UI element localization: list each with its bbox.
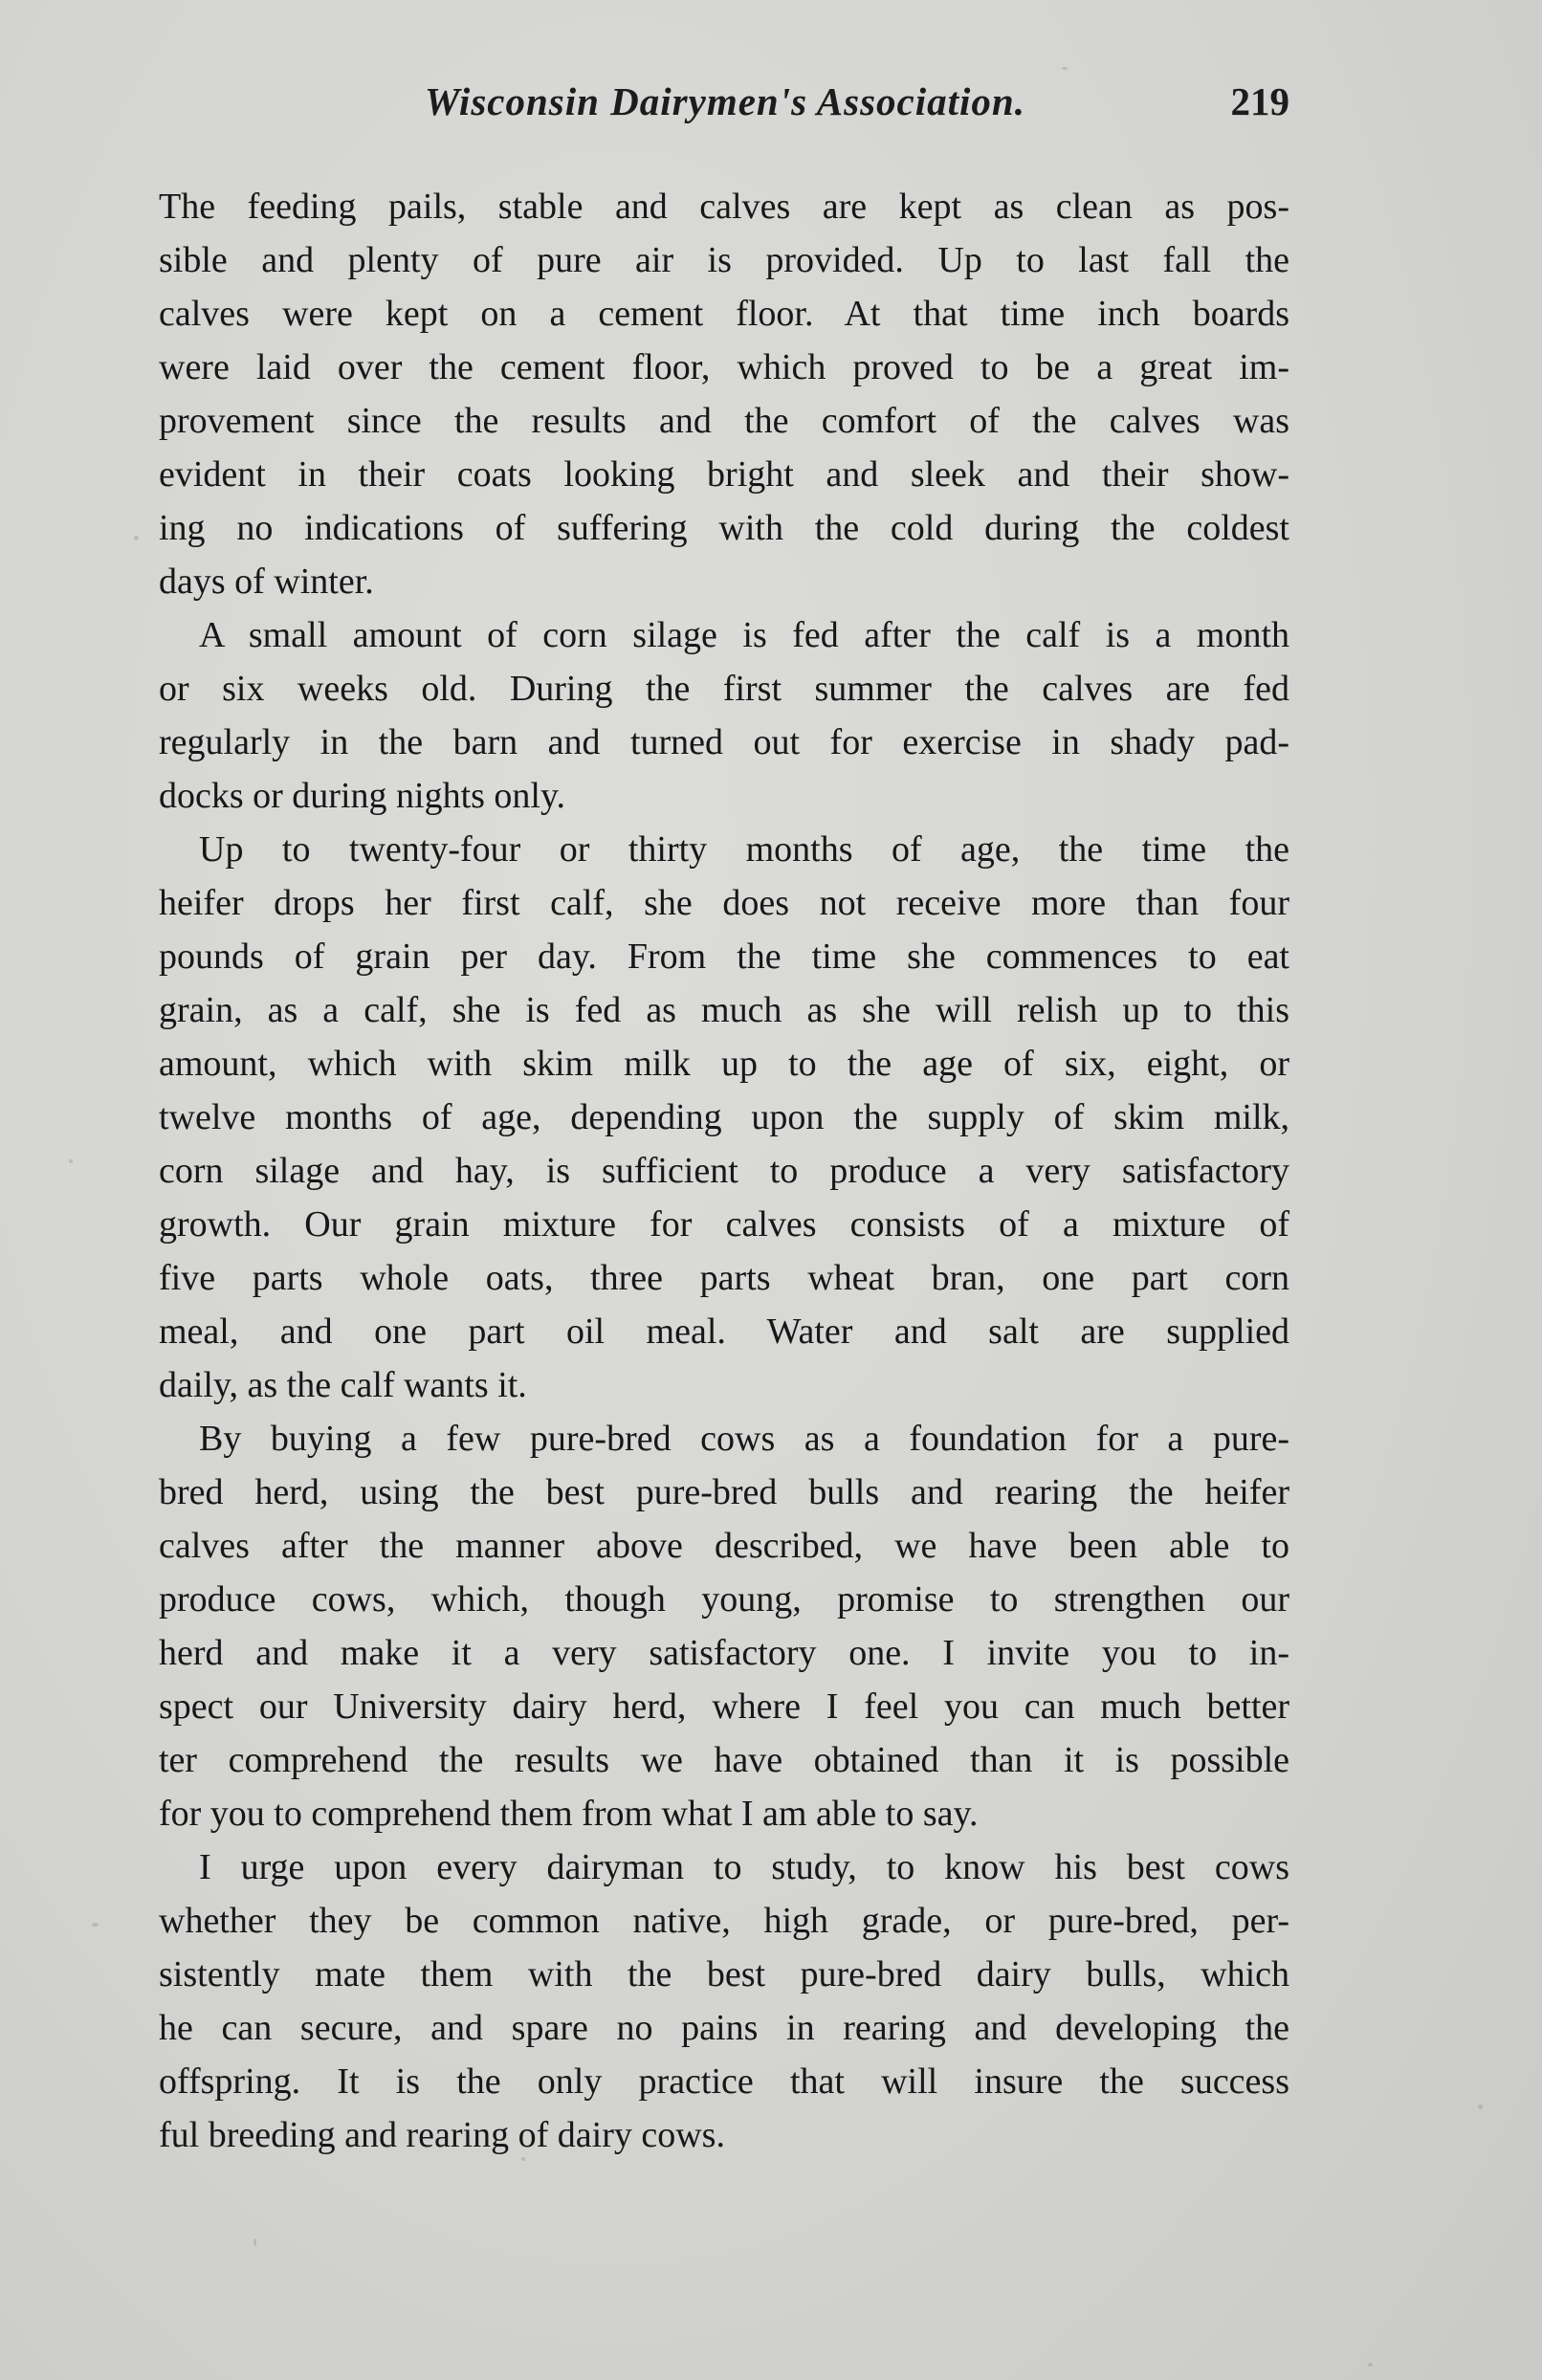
text-line: calves were kept on a cement floor. At that time inch boards xyxy=(159,294,1289,334)
text-line: regularly in the barn and turned out for exercise in shady pad- xyxy=(159,722,1289,762)
page-number: 219 xyxy=(1230,79,1289,123)
scan-speck xyxy=(92,1923,99,1927)
text-line: for you to comprehend them from what I am able to say. xyxy=(159,1794,979,1834)
text-line: growth. Our grain mixture for calves consists of a mixture of xyxy=(159,1204,1289,1245)
text-line: Up to twenty-four or thirty months of age, the time the xyxy=(199,829,1289,870)
paragraph-2 xyxy=(159,608,1289,823)
text-line: I urge upon every dairyman to study, to know his best cows xyxy=(199,1847,1289,1887)
body-text xyxy=(159,180,1289,2162)
scan-speck xyxy=(1062,67,1068,70)
paragraph-4 xyxy=(159,1412,1289,1840)
scan-speck xyxy=(521,2157,525,2161)
text-line: grain, as a calf, she is fed as much as she will relish up to this xyxy=(159,990,1289,1030)
text-line: ful breeding and rearing of dairy cows. xyxy=(159,2115,725,2155)
text-line: provement since the results and the comfort of the calves was xyxy=(159,401,1289,441)
text-line: A small amount of corn silage is fed after the calf is a month xyxy=(199,615,1289,655)
text-line: bred herd, using the best pure-bred bulls and rearing the heifer xyxy=(159,1472,1289,1512)
scan-speck xyxy=(1368,2363,1373,2367)
scan-speck xyxy=(1478,2105,1483,2109)
text-line: evident in their coats looking bright and sleek and their show- xyxy=(159,454,1289,495)
text-line: calves after the manner above described, we have been able to xyxy=(159,1526,1289,1566)
text-line: The feeding pails, stable and calves are kept as clean as pos- xyxy=(159,187,1289,227)
paragraph-3 xyxy=(159,823,1289,1412)
text-line: docks or during nights only. xyxy=(159,776,566,816)
paragraph-5 xyxy=(159,1840,1289,2162)
text-line: amount, which with skim milk up to the age of six, eight, or xyxy=(159,1044,1289,1084)
text-line: or six weeks old. During the first summer the calves are fed xyxy=(159,669,1289,709)
text-line: sible and plenty of pure air is provided. Up to last fall the xyxy=(159,240,1289,280)
running-title: Wisconsin Dairymen's Association. xyxy=(425,79,1025,123)
text-line: sistently mate them with the best pure-bred dairy bulls, which xyxy=(159,1954,1289,1994)
scan-speck xyxy=(69,1159,73,1163)
text-line: twelve months of age, depending upon the supply of skim milk, xyxy=(159,1097,1289,1137)
text-line: produce cows, which, though young, promise to strengthen our xyxy=(159,1579,1289,1620)
text-line: days of winter. xyxy=(159,562,374,602)
text-line: offspring. It is the only practice that will insure the success xyxy=(159,2061,1289,2102)
text-line: whether they be common native, high grade, or pure-bred, per- xyxy=(159,1901,1289,1941)
text-line: spect our University dairy herd, where I feel you can much better xyxy=(159,1686,1289,1727)
text-line: daily, as the calf wants it. xyxy=(159,1365,527,1405)
text-line: ter comprehend the results we have obtained than it is possible xyxy=(159,1740,1289,1780)
text-line: herd and make it a very satisfactory one. I invite you to in- xyxy=(159,1633,1289,1673)
text-line: By buying a few pure-bred cows as a foundation for a pure- xyxy=(199,1419,1289,1459)
text-line: were laid over the cement floor, which proved to be a great im- xyxy=(159,347,1289,387)
text-line: five parts whole oats, three parts wheat bran, one part corn xyxy=(159,1258,1289,1298)
text-line: heifer drops her first calf, she does not receive more than four xyxy=(159,883,1289,923)
paragraph-1 xyxy=(159,180,1289,608)
scan-speck xyxy=(134,536,139,540)
text-line: corn silage and hay, is sufficient to produce a very satisfactory xyxy=(159,1151,1289,1191)
running-head xyxy=(161,78,1289,132)
text-line: pounds of grain per day. From the time she commences to eat xyxy=(159,937,1289,977)
text-line: he can secure, and spare no pains in rearing and developing the xyxy=(159,2008,1289,2048)
scan-speck xyxy=(253,2238,256,2246)
text-line: meal, and one part oil meal. Water and salt are supplied xyxy=(159,1311,1289,1352)
text-line: ing no indications of suffering with the cold during the coldest xyxy=(159,508,1289,548)
